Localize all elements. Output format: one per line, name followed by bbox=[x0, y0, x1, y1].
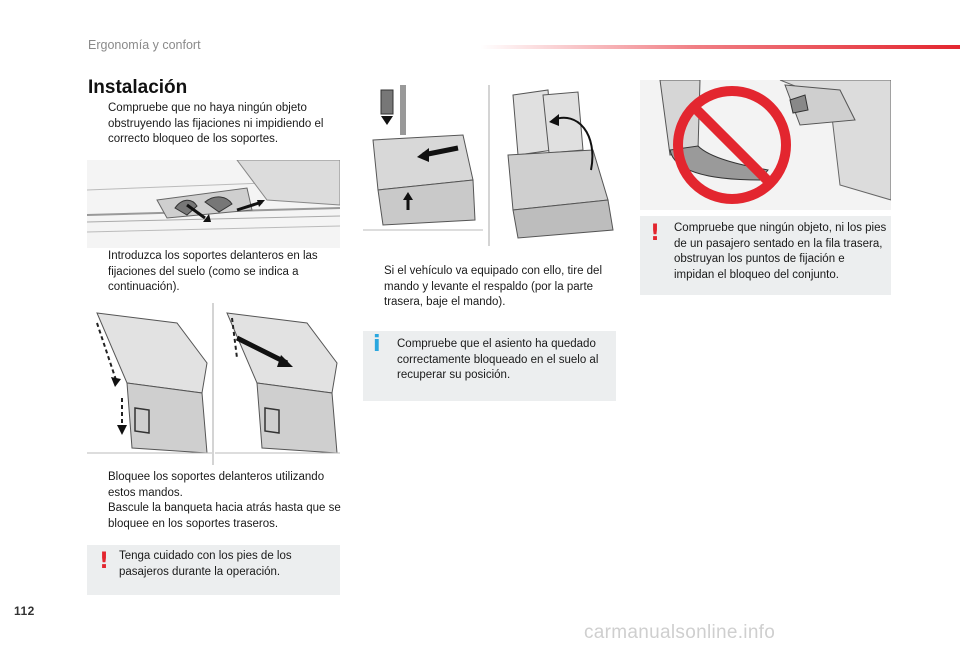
header-accent-line bbox=[480, 45, 960, 49]
step-4 bbox=[88, 501, 346, 532]
info-note-locked-text: Compruebe que el asiento ha quedado correctamente bloqueado en el suelo al recuperar su posición. bbox=[397, 338, 599, 381]
illustration-prohibited-foot bbox=[640, 80, 891, 210]
illustration-floor-anchors bbox=[87, 160, 340, 248]
illustration-backrest-lift bbox=[363, 80, 616, 246]
step-2-text: Introduzca los soportes delanteros en las fijaciones del suelo (como se indica a continuación). bbox=[108, 250, 318, 293]
warning-icon: ! bbox=[650, 221, 661, 246]
warning-note-objects bbox=[640, 216, 891, 295]
illustration-seat-insertion bbox=[87, 303, 340, 465]
section-header: Ergonomía y confort bbox=[88, 38, 201, 52]
step-2 bbox=[88, 249, 346, 296]
page-number: 112 bbox=[14, 604, 35, 618]
warning-note-feet bbox=[87, 545, 340, 595]
watermark: carmanualsonline.info bbox=[584, 622, 776, 643]
info-icon: i bbox=[373, 332, 381, 357]
warning-note-objects-text: Compruebe que ningún objeto, ni los pies de un pasajero sentado en la fila trasera, obstruyan los puntos de fijación e impidan el bloqueo del conjunto. bbox=[674, 222, 887, 281]
step-5-text: Si el vehículo va equipado con ello, tire del mando y levante el respaldo (por la parte trasera, baje el mando). bbox=[384, 265, 603, 308]
warning-note-feet-text: Tenga cuidado con los pies de los pasajeros durante la operación. bbox=[119, 550, 292, 578]
step-1-text: Compruebe que no haya ningún objeto obstruyendo las fijaciones ni impidiendo el correcto bloqueo de los soportes. bbox=[108, 102, 324, 145]
step-1 bbox=[88, 101, 346, 148]
warning-icon: ! bbox=[99, 549, 110, 574]
page-title: Instalación bbox=[88, 77, 188, 98]
info-note-locked bbox=[363, 331, 616, 401]
step-3 bbox=[88, 470, 346, 501]
step-4-text: Bascule la banqueta hacia atrás hasta que se bloquee en los soportes traseros. bbox=[108, 502, 341, 530]
step-5 bbox=[364, 264, 622, 311]
step-3-text: Bloquee los soportes delanteros utilizando estos mandos. bbox=[108, 471, 325, 499]
